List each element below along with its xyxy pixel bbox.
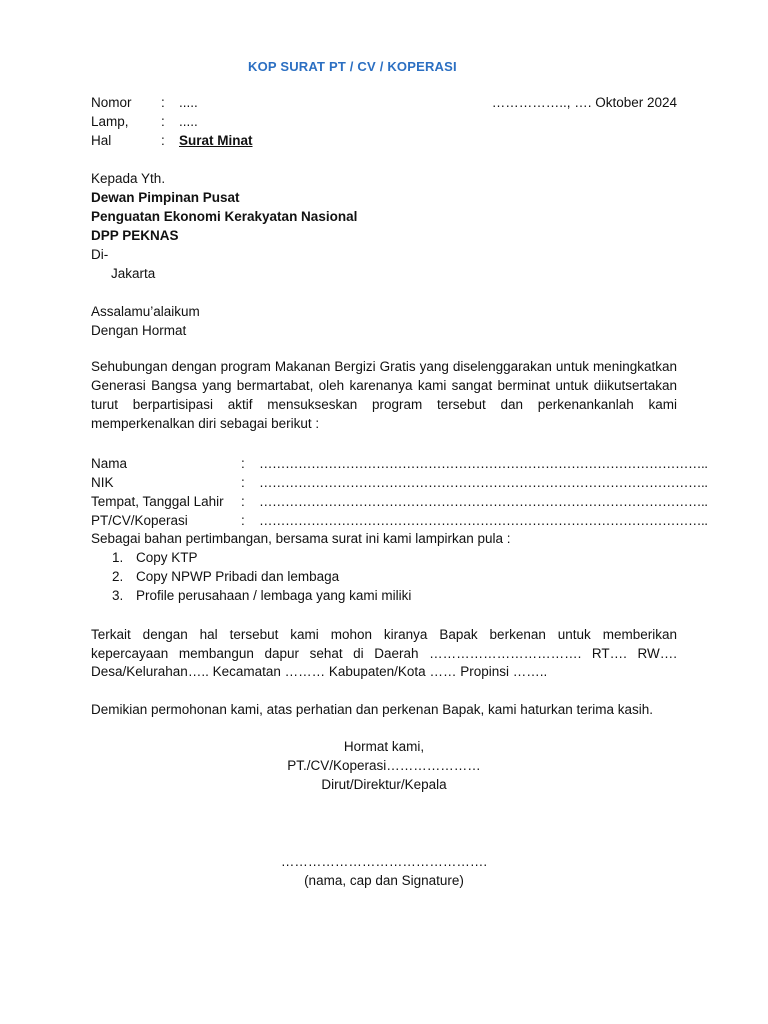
request-paragraph-line-3: Desa/Kelurahan….. Kecamatan ……… Kabupaten/Kota …… Propinsi …….. — [91, 664, 548, 679]
request-paragraph-line-1: Terkait dengan hal tersebut kami mohon kiranya Bapak berkenan untuk memberikan — [91, 627, 677, 642]
signature-line: ………………………………………. — [280, 854, 488, 869]
recipient-greeting: Kepada Yth. — [91, 171, 166, 186]
field-label-ttl: Tempat, Tanggal Lahir — [91, 494, 224, 509]
field-label-nik: NIK — [91, 475, 114, 490]
lamp-value: ..... — [179, 114, 198, 129]
field-value-nik: ………………………………………………………………………………………….. — [259, 475, 708, 490]
attachment-number: 2. — [112, 569, 124, 584]
attachments-intro: Sebagai bahan pertimbangan, bersama surat ini kami lampirkan pula : — [91, 531, 511, 546]
signature-company: PT./CV/Koperasi………………… — [287, 758, 481, 773]
recipient-city: Jakarta — [111, 266, 156, 281]
field-value-ttl: ………………………………………………………………………………………….. — [259, 494, 708, 509]
subject-value: Surat Minat — [179, 133, 253, 148]
recipient-line-3: DPP PEKNAS — [91, 228, 179, 243]
attachment-number: 3. — [112, 588, 124, 603]
field-colon-nik: : — [241, 475, 245, 490]
salutation-line-1: Assalamu’alaikum — [91, 304, 200, 319]
signature-title: Dirut/Direktur/Kepala — [321, 777, 447, 792]
field-label-company: PT/CV/Koperasi — [91, 513, 188, 528]
field-colon-ttl: : — [241, 494, 245, 509]
request-paragraph-line-2: kepercayaan membangun dapur sehat di Daerah ……………………………. RT…. RW…. — [91, 646, 677, 661]
nomor-value: ..... — [179, 95, 198, 110]
lamp-label: Lamp, — [91, 114, 129, 129]
recipient-line-1: Dewan Pimpinan Pusat — [91, 190, 240, 205]
letterhead-title: KOP SURAT PT / CV / KOPERASI — [248, 59, 457, 74]
attachment-item: Profile perusahaan / lembaga yang kami miliki — [136, 588, 412, 603]
intro-paragraph: Sehubungan dengan program Makanan Bergizi Gratis yang diselenggarakan untuk meningkatkan Generasi Bangsa yang bermartabat, oleh karenanya kami sangat berminat untuk diikutsertakan turut berpartisipasi aktif mensukseskan program tersebut dan perkenankanlah kami memperkenalkan diri sebagai berikut : — [91, 359, 677, 431]
attachment-item: Copy KTP — [136, 550, 198, 565]
nomor-label: Nomor — [91, 95, 132, 110]
signature-caption: (nama, cap dan Signature) — [304, 873, 464, 888]
attachment-item: Copy NPWP Pribadi dan lembaga — [136, 569, 340, 584]
salutation-line-2: Dengan Hormat — [91, 323, 187, 338]
field-colon-company: : — [241, 513, 245, 528]
recipient-line-2: Penguatan Ekonomi Kerakyatan Nasional — [91, 209, 358, 224]
recipient-di: Di- — [91, 247, 109, 262]
field-colon-nama: : — [241, 456, 245, 471]
hal-label: Hal — [91, 133, 112, 148]
closing-paragraph: Demikian permohonan kami, atas perhatian dan perkenan Bapak, kami haturkan terima kasih. — [91, 702, 654, 717]
field-value-company: ………………………………………………………………………………………….. — [259, 513, 708, 528]
field-value-nama: ………………………………………………………………………………………….. — [259, 456, 708, 471]
nomor-colon: : — [161, 95, 165, 110]
signature-regards: Hormat kami, — [343, 739, 425, 754]
letter-date: …………….., …. Oktober 2024 — [491, 95, 677, 110]
lamp-colon: : — [161, 114, 165, 129]
hal-colon: : — [161, 133, 165, 148]
field-label-nama: Nama — [91, 456, 128, 471]
attachment-number: 1. — [112, 550, 124, 565]
